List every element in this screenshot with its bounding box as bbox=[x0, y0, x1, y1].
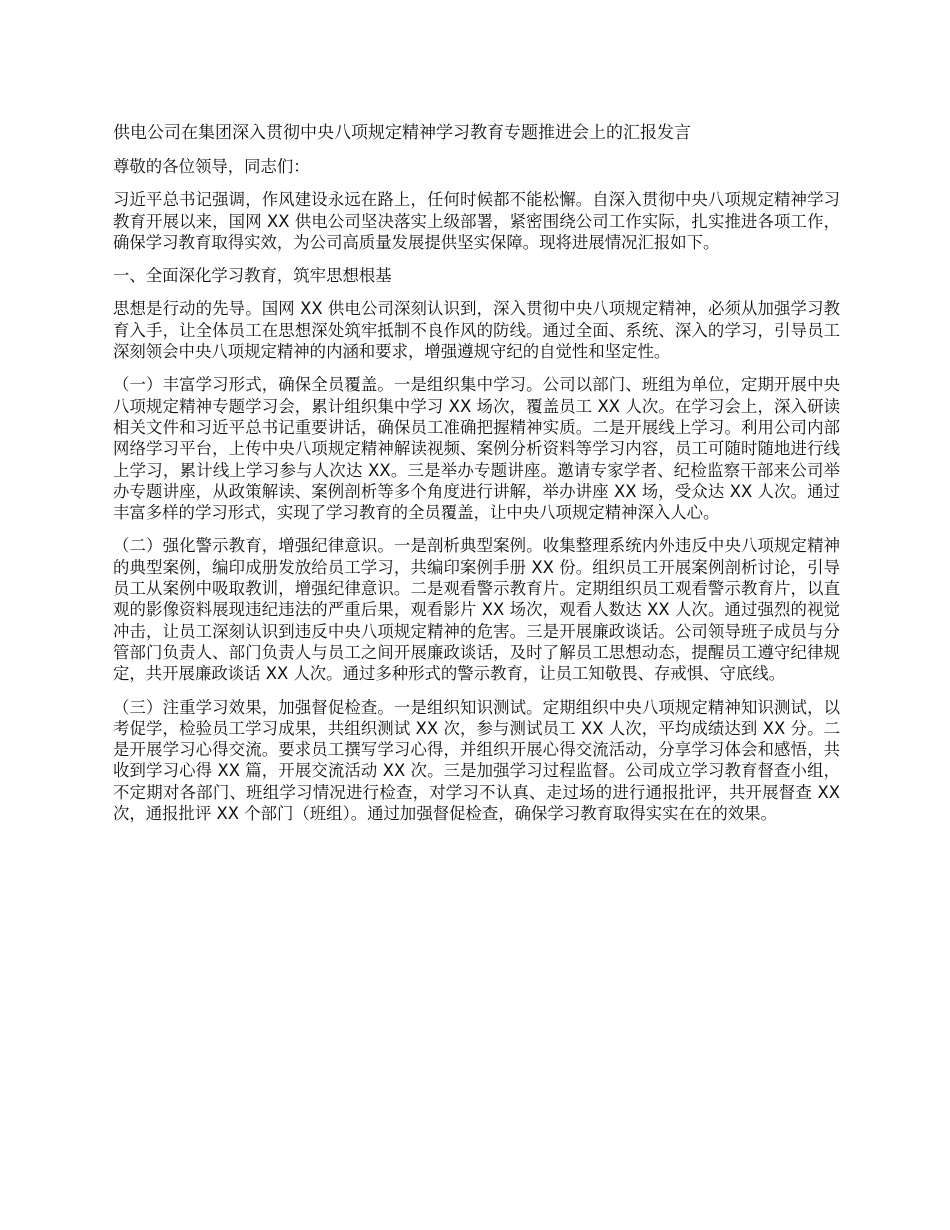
section-heading: 一、全面深化学习教育，筑牢思想根基 bbox=[113, 266, 392, 286]
document-title: 供电公司在集团深入贯彻中央八项规定精神学习教育专题推进会上的汇报发言 bbox=[113, 123, 691, 143]
subsection-paragraph-2: （二）强化警示教育，增强纪律意识。一是剖析典型案例。收集整理系统内外违反中央八项规定精神的典型案例，编印成册发放给员工学习，共编印案例手册 XX 份。组织员工开展案例剖析讨论，引导员工从案例中吸取教训，增强纪律意识。二是观看警示教育片。定期组织员工观看警示教育片，以直观的影像资料展现违纪违法的严重后果，观看影片 XX 场次，观看人数达 XX 人次。通过强烈的视觉冲击，让员工深刻认识到违反中央八项规定精神的危害。三是开展廉政谈话。公司领导班子成员与分管部门负责人、部门负责人与员工之间开展廉政谈话，及时了解员工思想动态，提醒员工遵守纪律规定，共开展廉政谈话 XX 人次。通过多种形式的警示教育，让员工知敬畏、存戒惧、守底线。 bbox=[113, 536, 840, 684]
document-page bbox=[113, 122, 840, 836]
salutation: 尊敬的各位领导，同志们： bbox=[113, 157, 310, 176]
section-intro-paragraph: 思想是行动的先导。国网 XX 供电公司深刻认识到，深入贯彻中央八项规定精神，必须从加强学习教育入手，让全体员工在思想深处筑牢抵制不良作风的防线。通过全面、系统、深入的学习，引导员工深刻领会中央八项规定精神的内涵和要求，增强遵规守纪的自觉性和坚定性。 bbox=[113, 299, 840, 362]
subsection-paragraph-3: （三）注重学习效果，加强督促检查。一是组织知识测试。定期组织中央八项规定精神知识测试，以考促学，检验员工学习成果，共组织测试 XX 次，参与测试员工 XX 人次，平均成绩达到 XX 分。二是开展学习心得交流。要求员工撰写学习心得，并组织开展心得交流活动，分享学习体会和感悟，共收到学习心得 XX 篇，开展交流活动 XX 次。三是加强学习过程监督。公司成立学习教育督查小组，不定期对各部门、班组学习情况进行检查，对学习不认真、走过场的进行通报批评，共开展督查 XX 次，通报批评 XX 个部门（班组）。通过加强督促检查，确保学习教育取得实实在在的效果。 bbox=[113, 697, 840, 824]
intro-paragraph: 习近平总书记强调，作风建设永远在路上，任何时候都不能松懈。自深入贯彻中央八项规定精神学习教育开展以来，国网 XX 供电公司坚决落实上级部署，紧密围绕公司工作实际，扎实推进各项工作，确保学习教育取得实效，为公司高质量发展提供坚实保障。现将进展情况汇报如下。 bbox=[113, 190, 840, 252]
subsection-paragraph-1: （一）丰富学习形式，确保全员覆盖。一是组织集中学习。公司以部门、班组为单位，定期开展中央八项规定精神专题学习会，累计组织集中学习 XX 场次，覆盖员工 XX 人次。在学习会上，深入研读相关文件和习近平总书记重要讲话，确保员工准确把握精神实质。二是开展线上学习。利用公司内部网络学习平台，上传中央八项规定精神解读视频、案例分析资料等学习内容，员工可随时随地进行线上学习，累计线上学习参与人次达 XX。三是举办专题讲座。邀请专家学者、纪检监察干部来公司举办专题讲座，从政策解读、案例剖析等多个角度进行讲解，举办讲座 XX 场，受众达 XX 人次。通过丰富多样的学习形式，实现了学习教育的全员覆盖，让中央八项规定精神深入人心。 bbox=[113, 375, 840, 523]
